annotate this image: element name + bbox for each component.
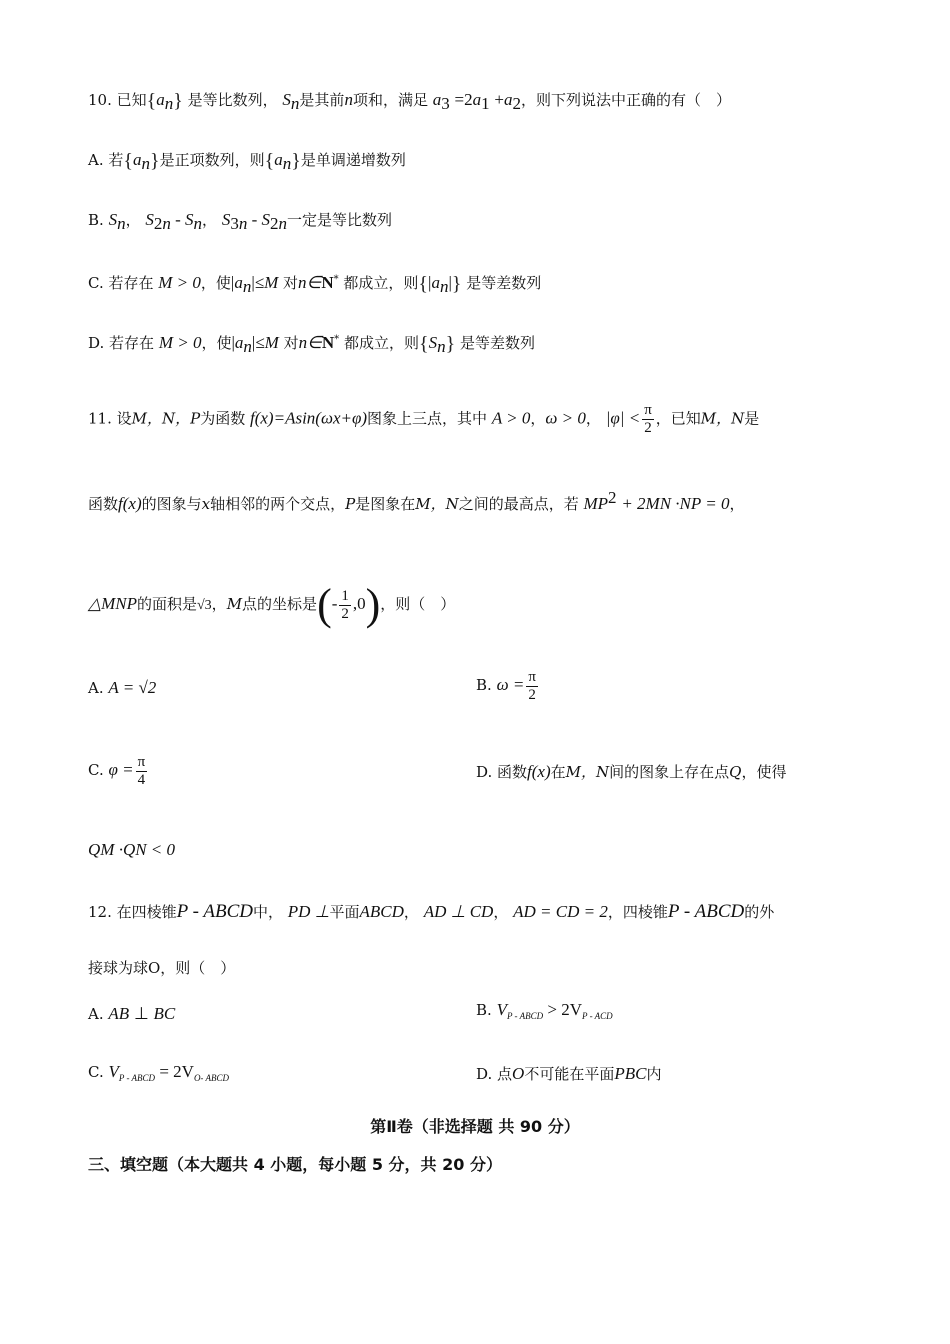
text: 对	[283, 274, 299, 292]
option-label: C.	[88, 1063, 104, 1081]
text: ，	[403, 903, 419, 921]
option-label: C. 若存在	[88, 274, 154, 292]
q12-stem-line1	[88, 902, 774, 922]
math: M，N，P	[131, 409, 201, 428]
math: PBC	[614, 1064, 647, 1083]
math: S	[108, 210, 118, 229]
text: 在	[550, 763, 566, 781]
text: 不可能在平面	[524, 1065, 615, 1083]
cond-a2: a	[503, 90, 513, 109]
math: -	[170, 210, 186, 229]
brace: {	[146, 90, 157, 112]
option-label: A.	[88, 1005, 104, 1023]
text: 平面	[329, 903, 360, 921]
text: 点的坐标是	[242, 595, 318, 613]
text: 中，	[252, 903, 283, 921]
text: 间的图象上存在点	[609, 763, 730, 781]
math: x	[201, 495, 211, 513]
q10-option-a: A. 若$\{a_n\}$是正项数列，则$\{a_n\}$是单调递增数列	[88, 150, 406, 173]
option-label: C.	[88, 761, 104, 779]
text: 是等差数列	[466, 274, 542, 292]
text: 是图象在	[355, 495, 416, 513]
text: 图象上三点，其中	[367, 409, 488, 428]
q11-option-d	[476, 762, 786, 782]
q10-stem: 10. 已知$\{a_n\}$ 是等比数列， $S_n$是其前n项和，满足 $a_3 =2a_1 +a_2$，则下列说法中正确的有（ ）	[88, 90, 731, 113]
text: ，	[530, 409, 546, 428]
text: 函数	[88, 495, 119, 513]
q12-option-b	[476, 1000, 613, 1026]
math: + 2MN ·NP = 0	[621, 494, 730, 513]
cond-plus: +	[494, 90, 504, 109]
text: 11. 设	[88, 409, 132, 428]
math: PD ⊥	[287, 902, 330, 921]
text: 对	[283, 334, 299, 352]
fraction: $\frac{\pi}{4}$	[137, 753, 146, 788]
math: ≤M	[255, 333, 279, 352]
math: N	[321, 273, 334, 292]
math: QM ·QN < 0	[88, 840, 176, 859]
math: P - ABCD	[118, 1073, 156, 1083]
option-label: B.	[476, 676, 492, 694]
math: M，N	[415, 495, 459, 513]
text: 12. 在四棱锥	[88, 903, 177, 921]
math: AB	[108, 1004, 130, 1023]
text: 10. 已知	[88, 91, 147, 109]
text: 的外	[744, 903, 775, 921]
text: 都成立，则	[343, 334, 419, 352]
text: 是正项数列，则	[159, 151, 265, 169]
math: Q	[729, 763, 742, 781]
math: -	[247, 210, 262, 229]
option-label: A. 若	[88, 151, 124, 169]
text: 是单调递增数列	[300, 151, 406, 169]
sum-symbol: S	[282, 90, 291, 109]
text: ，使得	[741, 763, 787, 781]
q11-option-a	[88, 678, 156, 698]
math: AD ⊥ CD	[423, 902, 494, 921]
text: 的面积是	[136, 595, 197, 613]
math: S	[185, 210, 194, 229]
math: |φ| <	[605, 408, 641, 428]
q11-stem-line2	[88, 488, 744, 514]
math: ω =	[496, 675, 525, 694]
text: 轴相邻的两个交点，	[210, 495, 346, 513]
option-label: D. 若存在	[88, 334, 155, 352]
q10-option-b: B. $S_n$， $S_{2n} - S_n$， $S_{3n} - S_{2n}$一定是等比数列	[88, 210, 393, 233]
text: ，	[585, 409, 601, 428]
q12-option-d	[476, 1064, 661, 1084]
text: 是等差数列	[459, 334, 535, 352]
q11-option-d-continued	[88, 840, 175, 860]
q11-option-b	[476, 665, 540, 705]
math: S	[145, 210, 154, 229]
math: > 2V	[543, 1000, 583, 1019]
math: 2	[608, 488, 617, 507]
part-3-heading: 三、填空题（本大题共 4 小题，每小题 5 分，共 20 分）	[88, 1155, 502, 1174]
math: = 2V	[155, 1062, 194, 1081]
math: P	[345, 495, 356, 513]
cond-a3: a	[432, 90, 442, 109]
math: ≤M	[254, 273, 279, 292]
text: ，已知	[655, 409, 701, 428]
math: f(x)	[118, 494, 142, 513]
text: ，	[729, 495, 745, 513]
math: ,0	[352, 594, 366, 613]
math: √3	[196, 598, 212, 613]
q11-stem-line1	[88, 402, 759, 437]
math: φ =	[108, 760, 134, 779]
math: P - ABCD	[506, 1011, 544, 1021]
math: S	[261, 210, 271, 229]
n-symbol: n	[344, 90, 353, 109]
math: V	[108, 1062, 119, 1081]
math: △MNP	[88, 594, 137, 613]
math: f(x)	[527, 762, 551, 781]
math: P - ABCD	[667, 901, 745, 922]
math: n∈	[298, 333, 322, 352]
math: BC	[153, 1004, 176, 1023]
function-expr: f(x)=Asin(ωx+φ)	[250, 408, 368, 428]
math: P - ABCD	[176, 901, 253, 922]
math: M，N	[565, 763, 610, 781]
fraction: $\frac{\pi}{2}$	[644, 402, 652, 436]
text: 都成立，则	[343, 274, 419, 292]
cond-a1: a	[472, 90, 482, 109]
math: -	[331, 594, 338, 613]
text: 是	[744, 409, 760, 428]
q12-stem-line2: 接球为球O，则（ ）	[88, 959, 236, 977]
math: V	[496, 1000, 507, 1019]
seq-symbol: a	[156, 90, 165, 109]
math: P - ACD	[582, 1011, 613, 1021]
option-label: D. 函数	[476, 763, 528, 781]
fraction: $\frac{\pi}{2}$	[528, 668, 536, 703]
text: ，	[493, 903, 509, 921]
text: 为函数	[200, 409, 246, 428]
text: 是其前	[299, 91, 345, 109]
math: AD = CD = 2	[513, 902, 608, 921]
option-label: A.	[88, 679, 104, 697]
math: n∈	[298, 273, 322, 292]
text: 一定是等比数列	[287, 211, 393, 229]
q10-option-c: C. 若存在 M > 0，使$|a_n|\le M$ 对n∈N* 都成立，则$\{|a_n|\}$ 是等差数列	[88, 273, 542, 296]
text: 内	[646, 1065, 662, 1083]
q12-option-a	[88, 1004, 175, 1024]
math: ⊥	[133, 1004, 149, 1023]
fraction: $\frac{1}{2}$	[341, 587, 349, 622]
text: ，则下列说法中正确的有（ ）	[520, 91, 731, 109]
text: ，	[211, 595, 227, 613]
text: 之间的最高点，若	[458, 495, 579, 513]
text: 的图象与	[141, 495, 202, 513]
option-label: B.	[476, 1001, 492, 1019]
text: ，	[125, 211, 141, 229]
q10-option-d: D. 若存在 M > 0，使$|a_n|\le M$ 对n∈N* 都成立，则$\{S_n\}$ 是等差数列	[88, 333, 535, 356]
q11-option-c	[88, 750, 149, 790]
math: M	[226, 595, 243, 613]
q11-stem-line3: △MNP的面积是√3，M点的坐标是(- $\frac{1}{2}$ ,0)，则（ ）	[88, 580, 456, 629]
section-2-heading: 第Ⅱ卷（非选择题 共 90 分）	[370, 1117, 580, 1136]
math: M，N	[700, 409, 745, 428]
math: N	[321, 333, 335, 352]
math: M > 0	[158, 273, 201, 292]
brace: }	[173, 90, 183, 112]
q12-option-c	[88, 1062, 229, 1088]
math: M > 0	[158, 333, 202, 352]
option-label: B.	[88, 211, 104, 229]
math: S	[221, 210, 231, 229]
text: ，使	[200, 274, 231, 292]
text: ，	[202, 211, 218, 229]
math: O- ABCD	[193, 1073, 230, 1083]
vector-mp: MP	[583, 494, 609, 513]
math: ABCD	[359, 902, 404, 921]
math: A > 0	[491, 408, 531, 428]
cond-eq: =2	[454, 90, 473, 109]
text: 是等比数列，	[187, 91, 278, 109]
text: ，则（ ）	[380, 595, 456, 613]
math: ω > 0	[545, 408, 586, 428]
math: O	[512, 1064, 525, 1083]
math: A = √2	[108, 678, 157, 697]
text: 项和，满足	[352, 91, 428, 109]
text: ，使	[201, 334, 232, 352]
option-label: D. 点	[476, 1065, 513, 1083]
text: ，四棱锥	[607, 903, 668, 921]
